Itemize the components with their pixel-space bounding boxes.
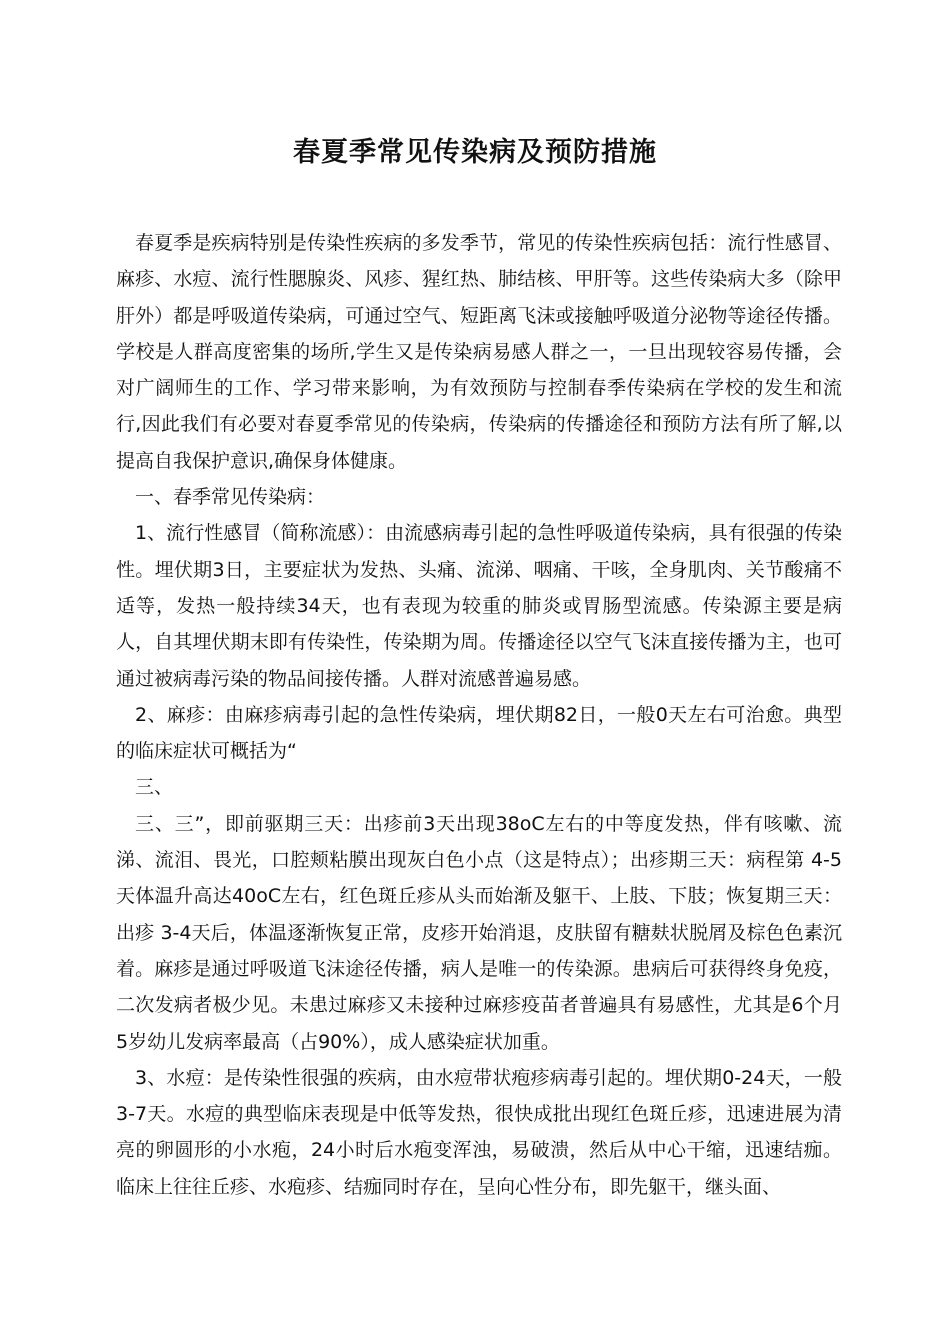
paragraph-influenza: 1、流行性感冒（简称流感）：由流感病毒引起的急性呼吸道传染病，具有很强的传染性。埋伏期3日，主要症状为发热、头痛、流涕、咽痛、干咳，全身肌肉、关节酸痛不适等，发热一般持续34天，也有表现为较重的肺炎或胃肠型流感。传染源主要是病人，自其埋伏期末即有传染性，传染期为周。传播途径以空气飞沫直接传播为主，也可通过被病毒污染的物品间接传播。人群对流感普遍易感。 bbox=[116, 522, 842, 690]
document-body bbox=[116, 225, 842, 1205]
intro-paragraph: 春夏季是疾病特别是传染性疾病的多发季节，常见的传染性疾病包括：流行性感冒、麻疹、水痘、流行性腮腺炎、风疹、猩红热、肺结核、甲肝等。这些传染病大多（除甲肝外）都是呼吸道传染病，可通过空气、短距离飞沫或接触呼吸道分泌物等途径传播。学校是人群高度密集的场所,学生又是传染病易感人群之一，一旦出现较容易传播，会对广阔师生的工作、学习带来影响，为有效预防与控制春季传染病在学校的发生和流行,因此我们有必要对春夏季常见的传染病，传染病的传播途径和预防方法有所了解,以提高自我保护意识,确保身体健康。 bbox=[116, 232, 842, 472]
paragraph-measles: 2、麻疹：由麻疹病毒引起的急性传染病，埋伏期82日，一般0天左右可治愈。典型的临床症状可概括为“ bbox=[116, 703, 842, 763]
document-title: 春夏季常见传染病及预防措施 bbox=[293, 137, 657, 168]
section-heading-spring-diseases: 一、春季常见传染病： bbox=[135, 486, 326, 509]
paragraph-chickenpox: 3、水痘：是传染性很强的疾病，由水痘带状疱疹病毒引起的。埋伏期0-24天，一般3-7天。水痘的典型临床表现是中低等发热，很快成批出现红色斑丘疹，迅速进展为清亮的卵圆形的小水疱，24小时后水疱变浑浊，易破溃，然后从中心干缩，迅速结痂。临床上往往丘疹、水疱疹、结痂同时存在，呈向心性分布，即先躯干，继头面、 bbox=[116, 1066, 842, 1198]
paragraph-measles-details: 三、三”，即前驱期三天：出疹前3天出现38oC左右的中等度发热，伴有咳嗽、流涕、流泪、畏光，口腔颊粘膜出现灰白色小点（这是特点）；出疹期三天：病程第 4-5天体温升高达40oC左右，红色斑丘疹从头而始渐及躯干、上肢、下肢；恢复期三天：出疹 3-4天后，体温逐渐恢复正常，皮疹开始消退，皮肤留有糖麸状脱屑及棕色色素沉着。麻疹是通过呼吸道飞沫途径传播，病人是唯一的传染源。患病后可获得终身免疫，二次发病者极少见。未患过麻疹又未接种过麻疹疫苗者普遍具有易感性，尤其是6个月5岁幼儿发病率最高（占90%），成人感染症状加重。 bbox=[116, 812, 842, 1053]
paragraph-fragment: 三、 bbox=[135, 776, 174, 799]
